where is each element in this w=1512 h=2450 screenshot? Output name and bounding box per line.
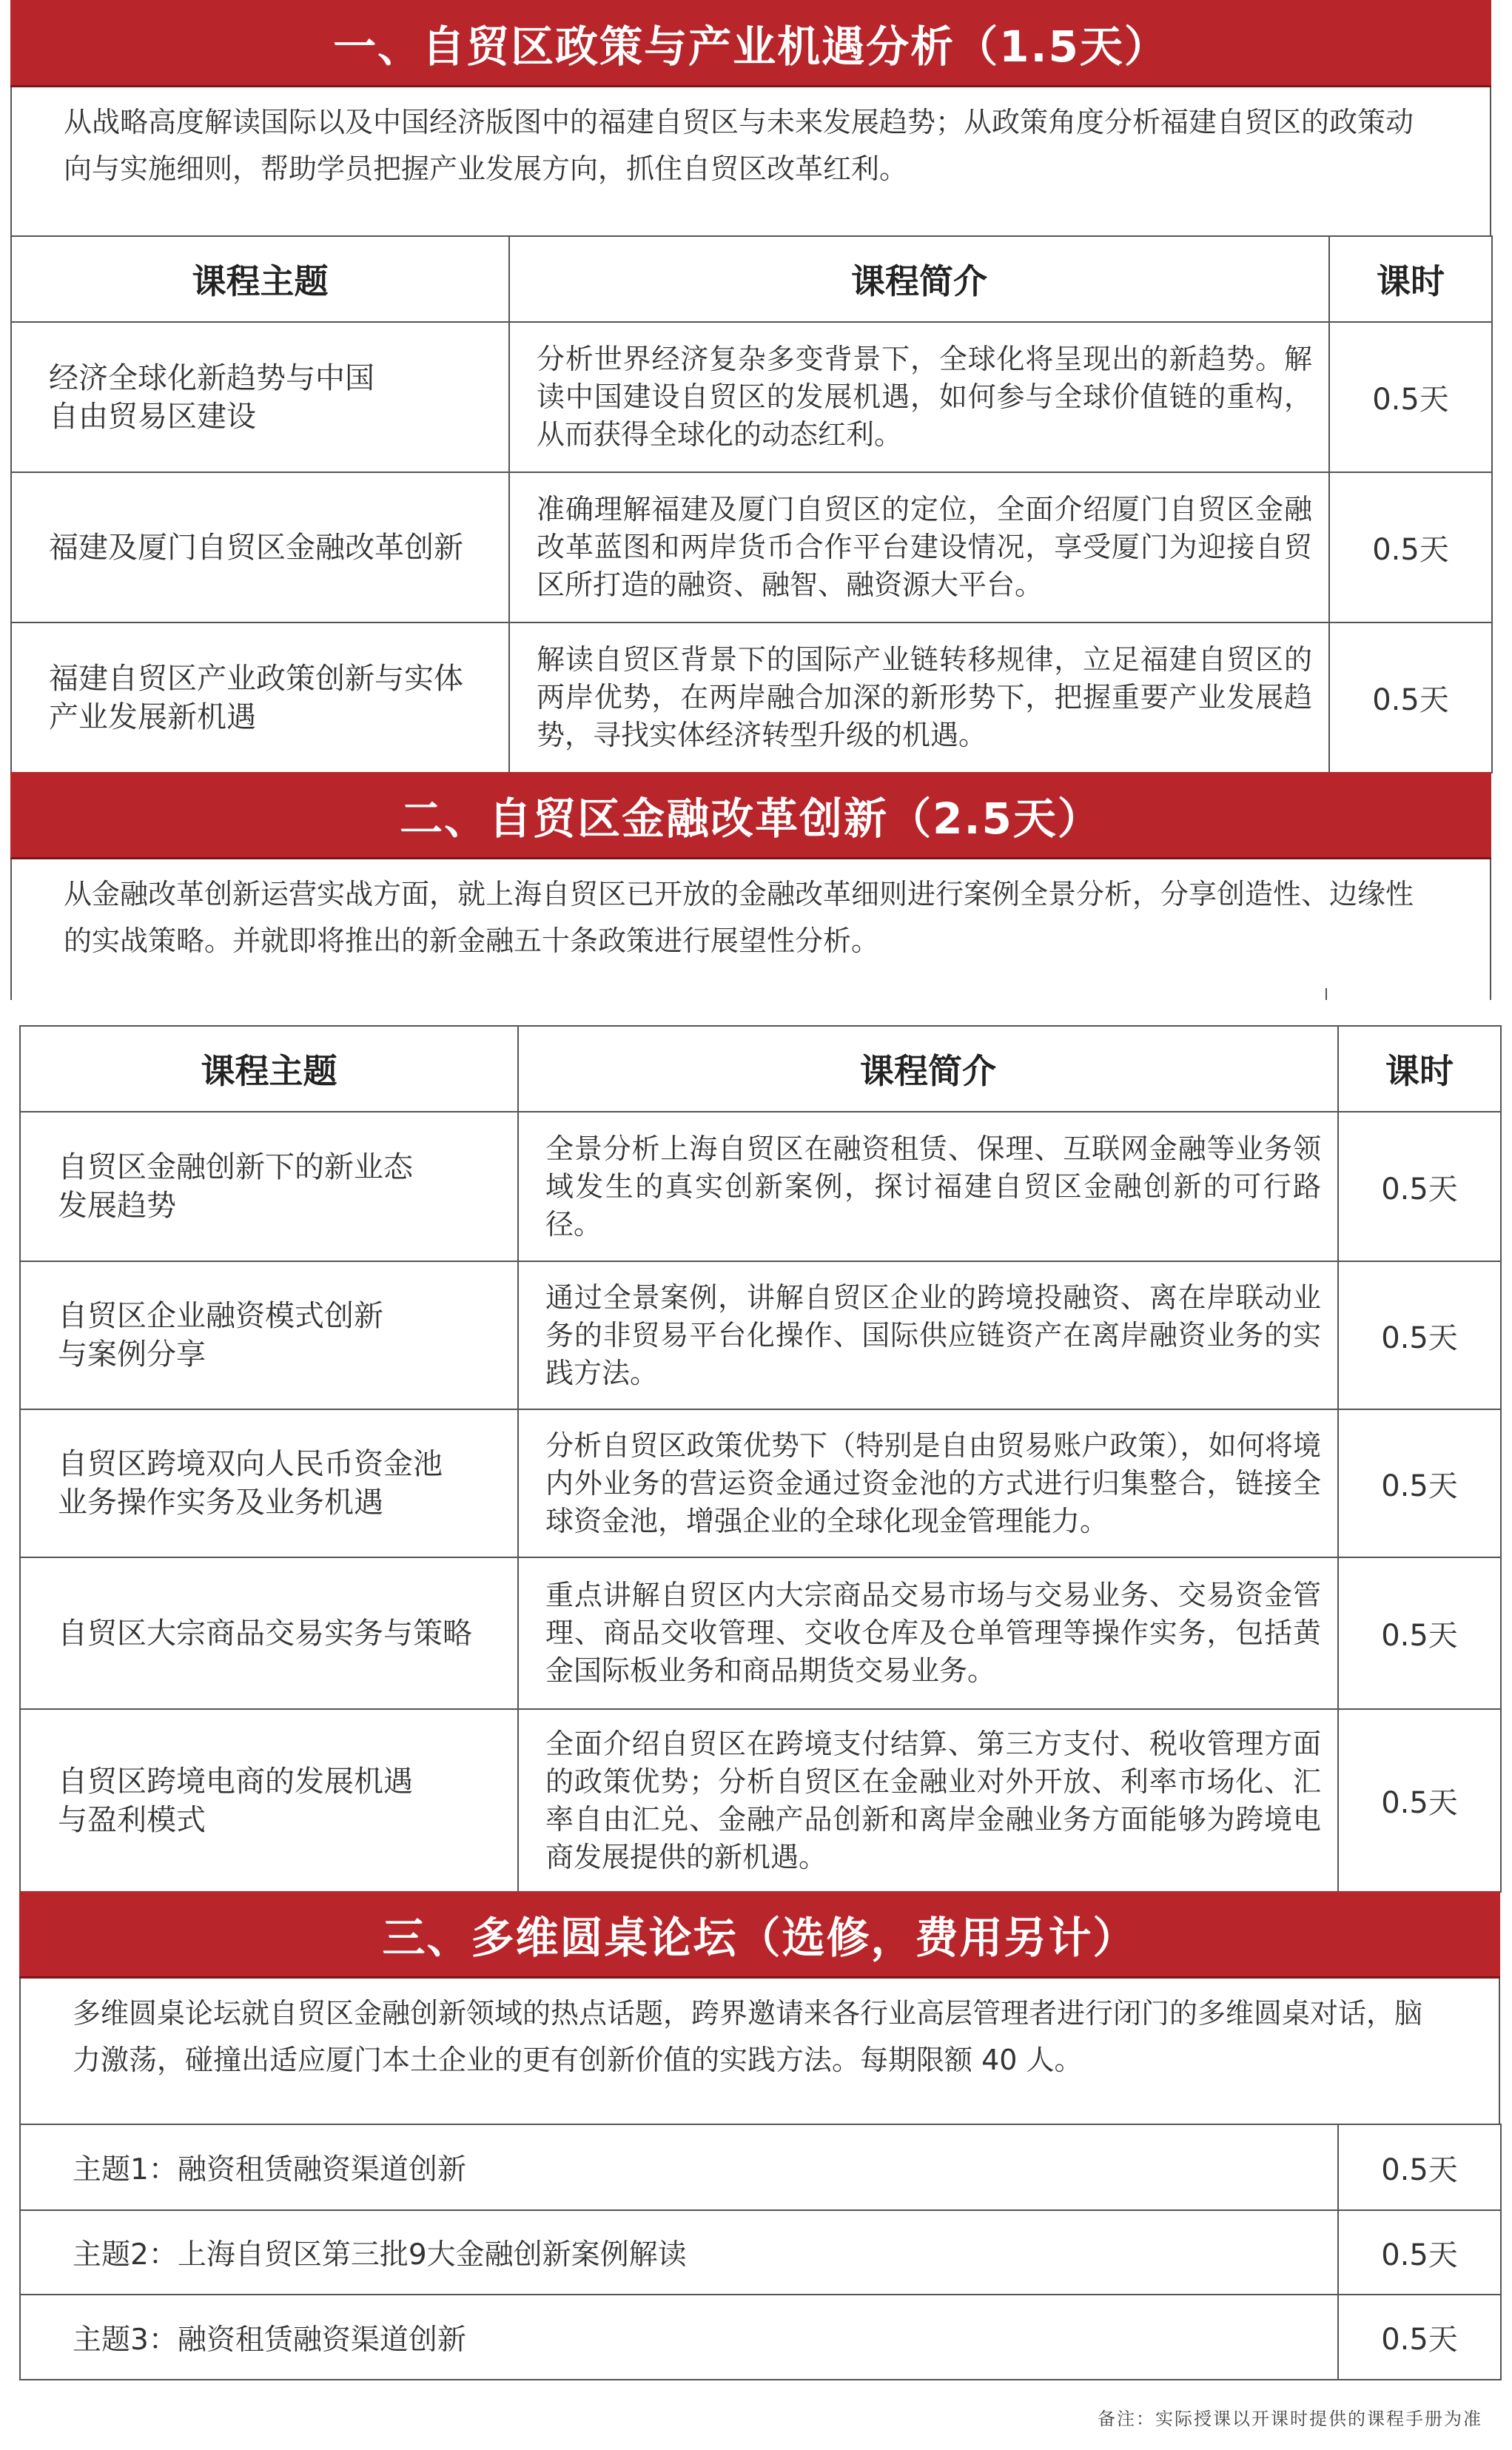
section3-intro: 多维圆桌论坛就自贸区金融创新领域的热点话题，跨界邀请来各行业高层管理者进行闭门的多维圆桌对话，脑力激荡，碰撞出适应厦门本土企业的更有创新价值的实践方法。每期限额 40 人。 [19,1979,1500,2124]
footnote: 备注：实际授课以开课时提供的课程手册为准 [1098,2409,1482,2429]
section1-intro: 从战略高度解读国际以及中国经济版图中的福建自贸区与未来发展趋势；从政策角度分析福建自贸区的政策动向与实施细则，帮助学员把握产业发展方向，抓住自贸区改革红利。 [10,87,1491,235]
col-header-desc: 课程简介 [518,1026,1338,1112]
forum-theme: 主题1：融资租赁融资渠道创新 [20,2124,1338,2210]
forum-hours: 0.5天 [1338,2295,1501,2380]
table-row [20,2295,1501,2380]
course-desc: 分析自贸区政策优势下（特别是自由贸易账户政策），如何将境内外业务的营运资金通过资金池的方式进行归集整合，链接全球资金池，增强企业的全球化现金管理能力。 [518,1409,1338,1557]
course-desc: 全面介绍自贸区在跨境支付结算、第三方支付、税收管理方面的政策优势；分析自贸区在金融业对外开放、利率市场化、汇率自由汇兑、金融产品创新和离岸金融业务方面能够为跨境电商发展提供的新机遇。 [518,1709,1338,1892]
course-topic: 福建及厦门自贸区金融改革创新 [11,472,509,622]
table-row [20,1112,1501,1261]
course-desc: 通过全景案例，讲解自贸区企业的跨境投融资、离在岸联动业务的非贸易平台化操作、国际供应链资产在离岸融资业务的实践方法。 [518,1261,1338,1409]
table-row [11,472,1492,622]
course-topic: 自贸区大宗商品交易实务与策略 [20,1557,518,1709]
course-desc: 准确理解福建及厦门自贸区的定位，全面介绍厦门自贸区金融改革蓝图和两岸货币合作平台建设情况，享受厦门为迎接自贸区所打造的融资、融智、融资源大平台。 [509,472,1329,622]
col-header-hours: 课时 [1338,1026,1501,1112]
section3-table [19,2124,1502,2380]
section1-title: 一、自贸区政策与产业机遇分析（1.5天） [10,0,1491,87]
table-row [20,2124,1501,2210]
course-hours: 0.5天 [1338,1409,1501,1557]
course-desc: 解读自贸区背景下的国际产业链转移规律，立足福建自贸区的两岸优势，在两岸融合加深的新形势下，把握重要产业发展趋势，寻找实体经济转型升级的机遇。 [509,622,1329,773]
table-row [11,622,1492,773]
table-row [20,1709,1501,1892]
section2-table [19,1025,1502,1893]
section2-title: 二、自贸区金融改革创新（2.5天） [10,772,1491,859]
course-topic: 自贸区跨境双向人民币资金池 业务操作实务及业务机遇 [20,1409,518,1557]
course-hours: 0.5天 [1338,1261,1501,1409]
course-topic: 自贸区跨境电商的发展机遇 与盈利模式 [20,1709,518,1892]
forum-hours: 0.5天 [1338,2210,1501,2295]
section1-table [10,235,1493,773]
course-hours: 0.5天 [1329,472,1492,622]
table-row [20,2210,1501,2295]
table-row [20,1557,1501,1709]
col-header-desc: 课程简介 [509,236,1329,322]
section3-title: 三、多维圆桌论坛（选修，费用另计） [19,1891,1500,1979]
course-topic: 自贸区金融创新下的新业态 发展趋势 [20,1112,518,1261]
col-header-hours: 课时 [1329,236,1492,322]
course-desc: 重点讲解自贸区内大宗商品交易市场与交易业务、交易资金管理、商品交收管理、交收仓库及仓单管理等操作实务，包括黄金国际板业务和商品期货交易业务。 [518,1557,1338,1709]
course-hours: 0.5天 [1338,1709,1501,1892]
course-desc: 分析世界经济复杂多变背景下，全球化将呈现出的新趋势。解读中国建设自贸区的发展机遇，如何参与全球价值链的重构，从而获得全球化的动态红利。 [509,322,1329,472]
course-topic: 自贸区企业融资模式创新 与案例分享 [20,1261,518,1409]
table-row [11,322,1492,472]
course-topic: 经济全球化新趋势与中国 自由贸易区建设 [11,322,509,472]
course-hours: 0.5天 [1329,622,1492,773]
course-hours: 0.5天 [1329,322,1492,472]
table-row [20,1409,1501,1557]
forum-theme: 主题3：融资租赁融资渠道创新 [20,2295,1338,2380]
col-header-topic: 课程主题 [11,236,509,322]
forum-hours: 0.5天 [1338,2124,1501,2210]
course-hours: 0.5天 [1338,1112,1501,1261]
col-header-topic: 课程主题 [20,1026,518,1112]
course-topic: 福建自贸区产业政策创新与实体 产业发展新机遇 [11,622,509,773]
course-hours: 0.5天 [1338,1557,1501,1709]
section2-intro: 从金融改革创新运营实战方面，就上海自贸区已开放的金融改革细则进行案例全景分析，分享创造性、边缘性的实战策略。并就即将推出的新金融五十条政策进行展望性分析。 [10,859,1491,1000]
forum-theme: 主题2：上海自贸区第三批9大金融创新案例解读 [20,2210,1338,2295]
table-row [20,1261,1501,1409]
course-desc: 全景分析上海自贸区在融资租赁、保理、互联网金融等业务领域发生的真实创新案例，探讨福建自贸区金融创新的可行路径。 [518,1112,1338,1261]
